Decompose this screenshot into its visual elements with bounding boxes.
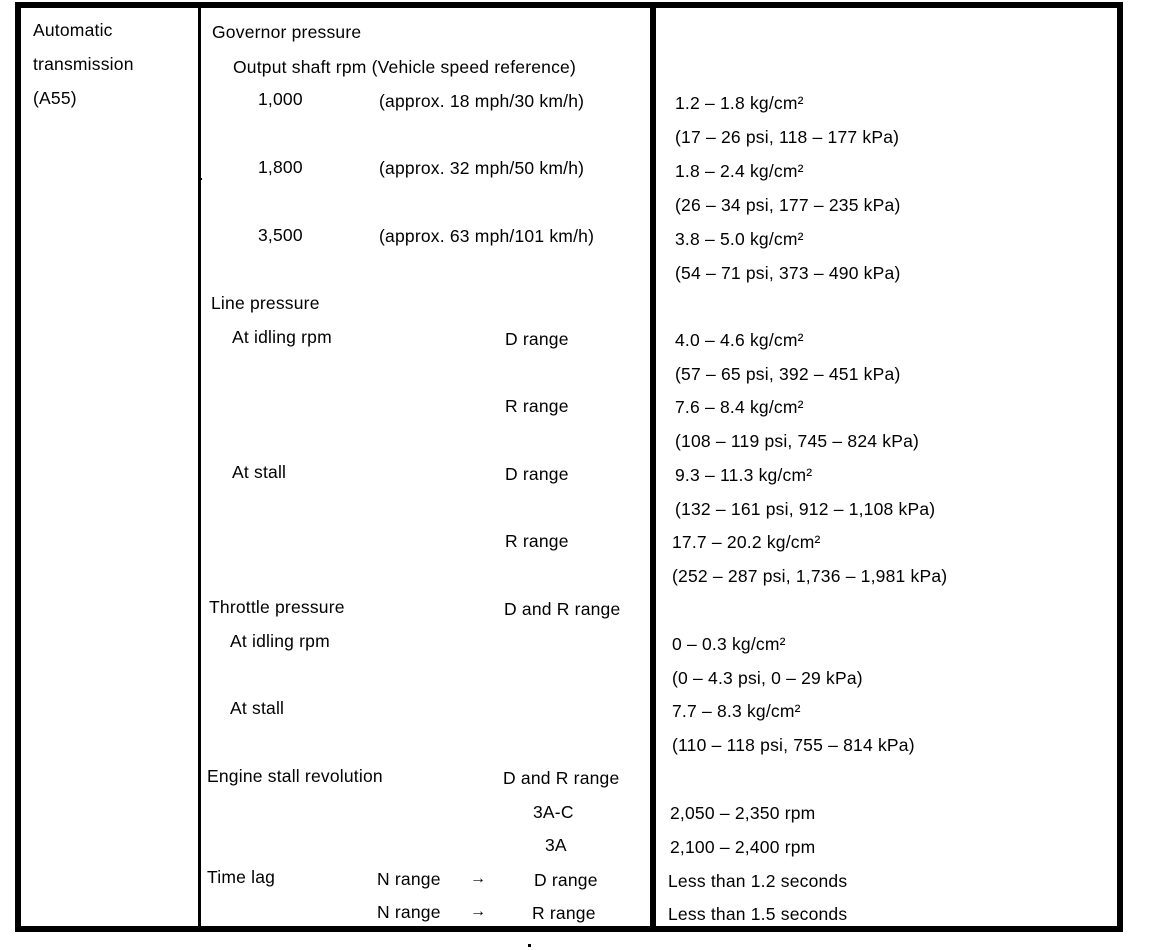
arrow-right-icon: → <box>470 870 486 887</box>
throttle-stall-value: 7.7 – 8.3 kg/cm² <box>672 701 801 721</box>
category-label-line-1: Automatic <box>33 20 113 40</box>
throttle-stall-label: At stall <box>230 698 285 718</box>
governor-value-alt: (54 – 71 psi, 373 – 490 kPa) <box>675 263 901 283</box>
governor-value: 1.8 – 2.4 kg/cm² <box>675 161 804 181</box>
column-divider-left <box>198 5 201 930</box>
line-pressure-value: 17.7 – 20.2 kg/cm² <box>672 532 821 552</box>
line-pressure-value-alt: (108 – 119 psi, 745 – 824 kPa) <box>675 431 920 451</box>
spec-table <box>15 2 1123 932</box>
line-pressure-value: 9.3 – 11.3 kg/cm² <box>675 465 813 485</box>
stall-rev-heading: Engine stall revolution <box>207 766 383 786</box>
governor-value: 1.2 – 1.8 kg/cm² <box>675 93 804 113</box>
governor-speed: (approx. 63 mph/101 km/h) <box>379 226 595 246</box>
governor-speed: (approx. 18 mph/30 km/h) <box>379 91 585 111</box>
governor-value-alt: (26 – 34 psi, 177 – 235 kPa) <box>675 195 901 215</box>
line-pressure-range: D range <box>505 464 569 484</box>
governor-value: 3.8 – 5.0 kg/cm² <box>675 229 804 249</box>
throttle-heading: Throttle pressure <box>209 597 345 617</box>
throttle-stall-value-alt: (110 – 118 psi, 755 – 814 kPa) <box>672 735 915 755</box>
stall-rev-value: 2,050 – 2,350 rpm <box>670 803 816 823</box>
throttle-idle-value: 0 – 0.3 kg/cm² <box>672 634 786 654</box>
governor-rpm: 3,500 <box>258 225 303 245</box>
governor-heading: Governor pressure <box>212 22 362 42</box>
line-pressure-range: R range <box>505 396 569 416</box>
throttle-idle-label: At idling rpm <box>230 631 330 651</box>
throttle-range: D and R range <box>504 599 621 619</box>
governor-value-alt: (17 – 26 psi, 118 – 177 kPa) <box>675 127 900 147</box>
throttle-idle-value-alt: (0 – 4.3 psi, 0 – 29 kPa) <box>672 668 863 688</box>
category-label-line-2: transmission <box>33 54 134 74</box>
time-lag-value: Less than 1.2 seconds <box>668 871 848 891</box>
line-pressure-value-alt: (252 – 287 psi, 1,736 – 1,981 kPa) <box>672 566 948 586</box>
time-lag-to: R range <box>532 903 596 923</box>
line-pressure-range: D range <box>505 329 569 349</box>
line-pressure-value: 4.0 – 4.6 kg/cm² <box>675 330 804 350</box>
line-pressure-heading: Line pressure <box>211 293 320 313</box>
line-pressure-range: R range <box>505 531 569 551</box>
stall-rev-engine: 3A-C <box>533 802 574 822</box>
governor-subheading: Output shaft rpm (Vehicle speed reference) <box>233 57 577 77</box>
stall-rev-engine: 3A <box>545 835 567 855</box>
arrow-right-icon: → <box>470 903 486 920</box>
category-label-line-3: (A55) <box>33 88 77 108</box>
time-lag-to: D range <box>534 870 598 890</box>
line-pressure-idle-label: At idling rpm <box>232 327 332 347</box>
stall-rev-value: 2,100 – 2,400 rpm <box>670 837 816 857</box>
time-lag-heading: Time lag <box>207 867 276 887</box>
scan-speck <box>528 944 531 947</box>
time-lag-from: N range <box>377 869 441 889</box>
governor-speed: (approx. 32 mph/50 km/h) <box>379 158 585 178</box>
time-lag-value: Less than 1.5 seconds <box>668 904 848 924</box>
stall-rev-range: D and R range <box>503 768 620 788</box>
scan-speck <box>200 178 202 180</box>
line-pressure-stall-label: At stall <box>232 462 287 482</box>
column-divider-right <box>650 5 656 930</box>
governor-rpm: 1,000 <box>258 89 303 109</box>
line-pressure-value: 7.6 – 8.4 kg/cm² <box>675 397 804 417</box>
governor-rpm: 1,800 <box>258 157 303 177</box>
line-pressure-value-alt: (57 – 65 psi, 392 – 451 kPa) <box>675 364 901 384</box>
line-pressure-value-alt: (132 – 161 psi, 912 – 1,108 kPa) <box>675 499 936 519</box>
time-lag-from: N range <box>377 902 441 922</box>
